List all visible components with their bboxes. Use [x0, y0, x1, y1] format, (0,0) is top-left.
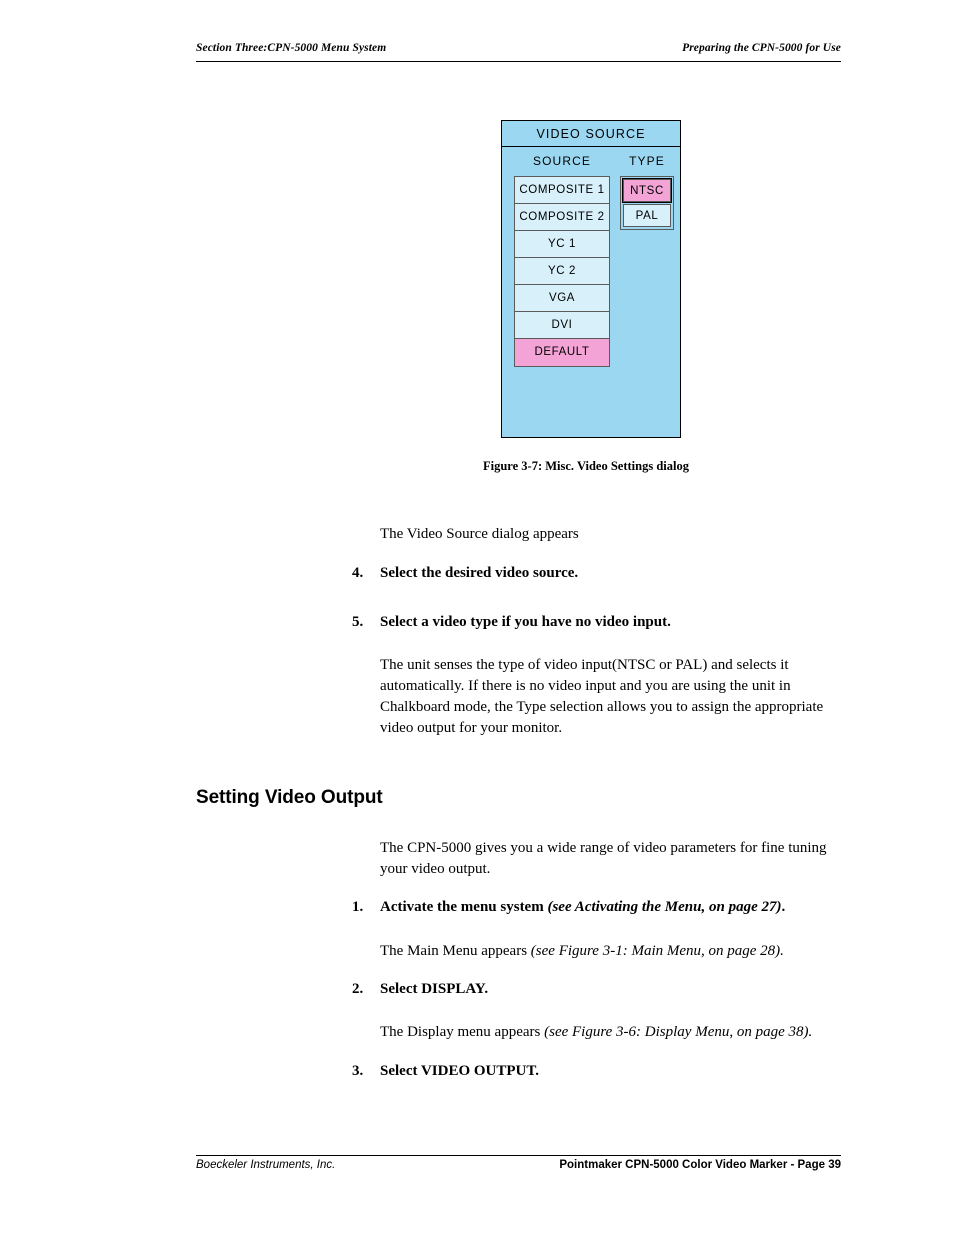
intro-paragraph: The Video Source dialog appears: [380, 526, 579, 542]
header-divider: [196, 61, 841, 62]
source-button-list: [514, 176, 610, 367]
column-header-source: SOURCE: [533, 154, 591, 168]
column-header-type: TYPE: [629, 154, 665, 168]
step-1-tail: .: [781, 899, 786, 915]
type-button-list: [620, 176, 674, 230]
step-2-body-reference: (see Figure 3-6: Display Menu, on page 38).: [544, 1024, 813, 1040]
step-5: [352, 612, 842, 633]
figure-caption: Figure 3-7: Misc. Video Settings dialog: [482, 459, 689, 473]
dialog-title: VIDEO SOURCE: [502, 121, 680, 147]
source-button-vga[interactable]: VGA: [515, 285, 609, 312]
step-2-body-paragraph: [380, 1022, 842, 1043]
footer-left-text: Boeckeler Instruments, Inc.: [196, 1159, 336, 1171]
page-footer: [196, 1159, 841, 1171]
step-2-text: Select DISPLAY.: [380, 981, 489, 997]
source-button-dvi[interactable]: DVI: [515, 312, 609, 339]
step-4-number: 4.: [352, 565, 364, 581]
source-button-composite-2[interactable]: COMPOSITE 2: [515, 204, 609, 231]
header-left-text: Section Three:CPN-5000 Menu System: [196, 42, 387, 54]
step-2-body-lead: The Display menu appears: [380, 1024, 545, 1040]
step-1: [352, 897, 842, 918]
step-1-label: Activate the menu system: [380, 899, 548, 915]
type-button-ntsc[interactable]: NTSC: [623, 179, 671, 202]
source-button-default[interactable]: DEFAULT: [515, 339, 609, 366]
step-1-body-lead: The Main Menu appears: [380, 943, 531, 959]
source-button-yc-1[interactable]: YC 1: [515, 231, 609, 258]
figure-video-source-dialog: [501, 120, 681, 440]
step-2: [352, 979, 842, 1000]
source-button-yc-2[interactable]: YC 2: [515, 258, 609, 285]
footer-divider: [196, 1155, 841, 1156]
page-header: [196, 42, 841, 54]
step-1-reference: (see Activating the Menu, on page 27): [547, 899, 782, 915]
step-3-text: Select VIDEO OUTPUT.: [380, 1063, 540, 1079]
section-intro-paragraph: The CPN-5000 gives you a wide range of video parameters for fine tuning your video output.: [380, 840, 827, 877]
step-3: [352, 1061, 842, 1082]
footer-right-text: Pointmaker CPN-5000 Color Video Marker - Page 39: [559, 1159, 841, 1171]
step-4-text: Select the desired video source.: [380, 565, 579, 581]
step-4: [352, 563, 842, 584]
step-5-body-paragraph: The unit senses the type of video input(NTSC or PAL) and selects it automatically. If there is no video input and you are using the unit in Chalkboard mode, the Type selection allows you to assign the appropriate video output for your monitor.: [380, 657, 824, 736]
step-5-text: Select a video type if you have no video input.: [380, 614, 671, 630]
step-1-text: [380, 899, 785, 915]
step-1-number: 1.: [352, 899, 364, 915]
step-1-body-reference: (see Figure 3-1: Main Menu, on page 28).: [530, 943, 784, 959]
video-source-dialog: [501, 120, 681, 438]
header-right-text: Preparing the CPN-5000 for Use: [682, 42, 841, 54]
step-2-number: 2.: [352, 981, 364, 997]
source-button-composite-1[interactable]: COMPOSITE 1: [515, 177, 609, 204]
step-1-body-paragraph: [380, 941, 842, 962]
type-button-pal[interactable]: PAL: [623, 204, 671, 227]
step-5-number: 5.: [352, 614, 364, 630]
step-3-number: 3.: [352, 1063, 364, 1079]
page-title: Setting Video Output: [196, 787, 383, 808]
